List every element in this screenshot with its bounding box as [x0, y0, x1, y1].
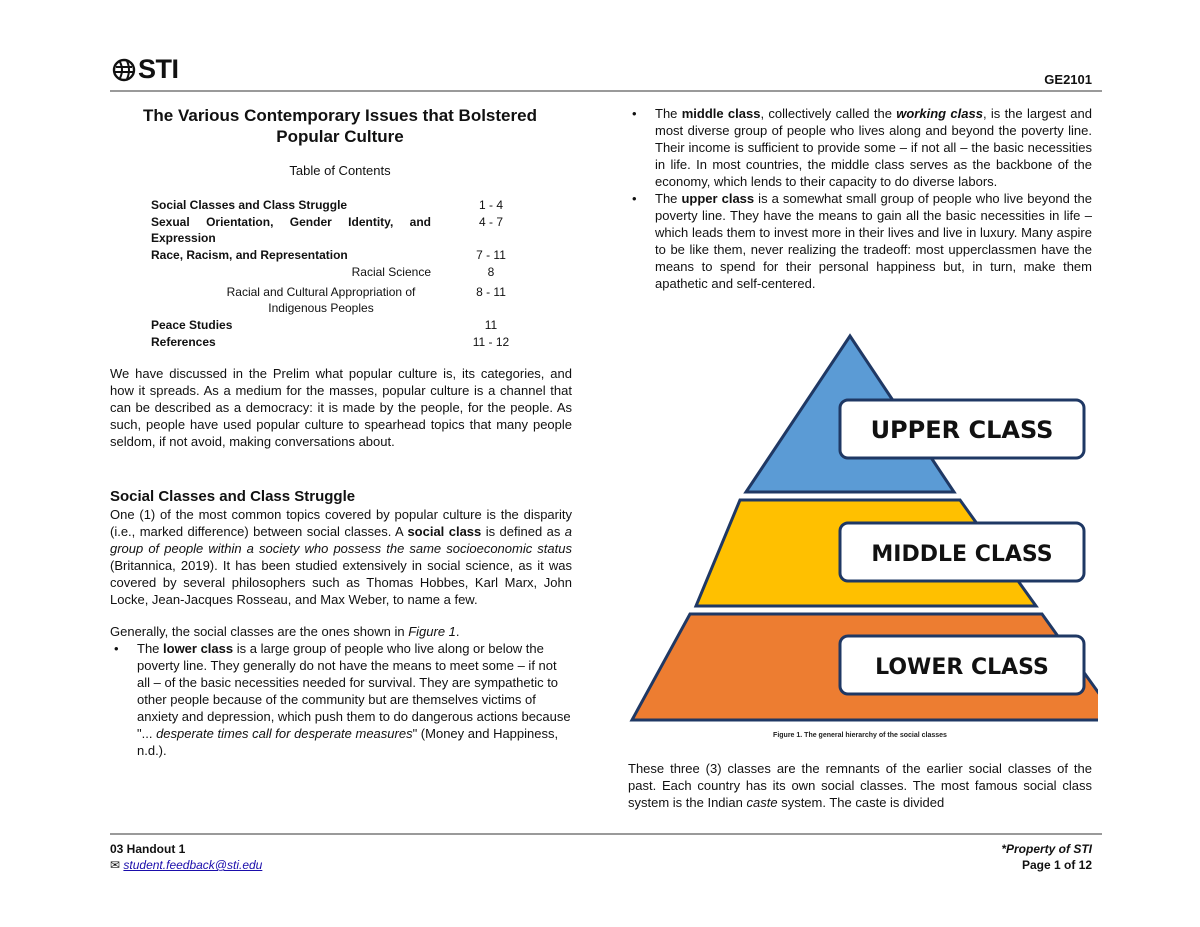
upper-class-label: UPPER CLASS	[870, 416, 1054, 444]
toc-label: Race, Racism, and Representation	[151, 248, 348, 262]
handout-label: 03 Handout 1	[110, 842, 186, 856]
after-figure-paragraph	[628, 760, 1092, 811]
right-column-text	[628, 105, 1092, 292]
list-item-lower-class: • The lower class is a large group of people who live along or below the poverty line. They generally do not have the means to meet some – if not all – of the basic necessities needed for survival. They are sympathetic to other people because of the community but are themselves victims of anxiety and depression, which push them to do dangerous actions because "... desperate times call for desperate measures" (Money and Happiness, n.d.).	[110, 640, 572, 759]
toc-label: Racial Science	[351, 265, 431, 279]
toc-pages: 8	[487, 265, 495, 279]
middle-class-label: MIDDLE CLASS	[871, 542, 1053, 567]
toc-label: Racial and Cultural Appropriation of Indigenous Peoples	[226, 285, 416, 315]
toc-row	[151, 284, 531, 316]
toc-label: References	[151, 335, 216, 349]
property-label: *Property of STI	[1001, 842, 1092, 856]
section-heading: Social Classes and Class Struggle	[110, 488, 356, 505]
toc-row	[151, 317, 531, 333]
caste-paragraph: These three (3) classes are the remnants of the earlier social classes of the past. Each country has its own social classes. The most famous social class system is the Indian caste system. The caste is divided	[628, 761, 1092, 810]
toc-heading: Table of Contents	[289, 163, 391, 178]
footer-right	[1001, 841, 1092, 873]
page-number: Page 1 of 12	[1021, 858, 1092, 872]
course-code: GE2101	[1044, 72, 1092, 87]
intro-text: We have discussed in the Prelim what popular culture is, its categories, and how it spreads. As a medium for the masses, popular culture is a channel that can be described as a democracy: it is made by the people, for the people. As such, people have used popular culture to spearhead topics that many people seldom, if not avoid, making conversations about.	[110, 366, 572, 449]
toc-row	[151, 334, 531, 350]
title-line-2: Popular Culture	[276, 127, 404, 146]
toc-pages: 1 - 4	[478, 198, 503, 212]
toc-pages: 7 - 11	[476, 248, 506, 262]
toc-row	[151, 264, 531, 280]
feedback-email-link[interactable]: student.feedback@sti.edu	[123, 858, 263, 872]
lower-class-label: LOWER CLASS	[875, 655, 1049, 680]
toc-row	[151, 247, 531, 263]
class-list	[110, 640, 572, 759]
toc-label: Social Classes and Class Struggle	[151, 198, 348, 212]
figure-caption: Figure 1. The general hierarchy of the social classes	[773, 732, 947, 739]
toc-label: Peace Studies	[151, 318, 233, 332]
toc-label: Sexual Orientation, Gender Identity, and Expression	[151, 215, 431, 245]
list-item-middle-class: • The middle class, collectively called the working class, is the largest and most diverse group of people who lives along and beyond the poverty line. Their income is sufficient to provide some – if not all – the basic necessities in life. In most countries, the middle class serves as the backbone of the economy, which lends to their capacity to do diverse labors.	[628, 105, 1092, 190]
envelope-icon: ✉	[110, 858, 121, 872]
toc-pages: 4 - 7	[478, 215, 503, 229]
document-title	[110, 105, 570, 147]
intro-paragraph	[110, 365, 572, 450]
toc-pages: 11	[484, 318, 498, 332]
title-line-1: The Various Contemporary Issues that Bolstered	[143, 106, 537, 125]
toc-row	[151, 197, 531, 213]
toc-pages: 11 - 12	[472, 335, 510, 349]
sti-logo	[112, 56, 179, 83]
figure-reference-paragraph: Generally, the social classes are the ones shown in Figure 1.	[110, 624, 460, 639]
toc-pages: 8 - 11	[476, 285, 506, 299]
email-line	[110, 857, 262, 873]
globe-icon	[112, 58, 136, 82]
header-divider	[110, 90, 1102, 92]
toc-row	[151, 214, 531, 246]
social-class-pyramid	[628, 330, 1098, 730]
section-social-classes	[110, 487, 572, 759]
table-of-contents	[151, 197, 531, 351]
logo-text: STI	[138, 54, 179, 84]
list-item-upper-class: • The upper class is a somewhat small group of people who live beyond the poverty line. They have the means to gain all the basic necessities in life – which leads them to invest more in their lives and live in luxury. Many aspire to be like them, never realizing the tradeoff: most upperclassmen have the means to spend for their personal happiness but, in turn, make them apathetic and self-centered.	[628, 190, 1092, 292]
footer-left	[110, 841, 262, 873]
class-list-continued	[628, 105, 1092, 292]
footer-divider	[110, 833, 1102, 835]
definition-paragraph: One (1) of the most common topics covered by popular culture is the disparity (i.e., marked difference) between social classes. A social class is defined as a group of people within a society who possess the same socioeconomic status (Britannica, 2019). It has been studied extensively in social science, as it was covered by several philosophers such as Thomas Hobbes, Karl Marx, John Locke, Jean-Jacques Rosseau, and Max Weber, to name a few.	[110, 507, 573, 607]
